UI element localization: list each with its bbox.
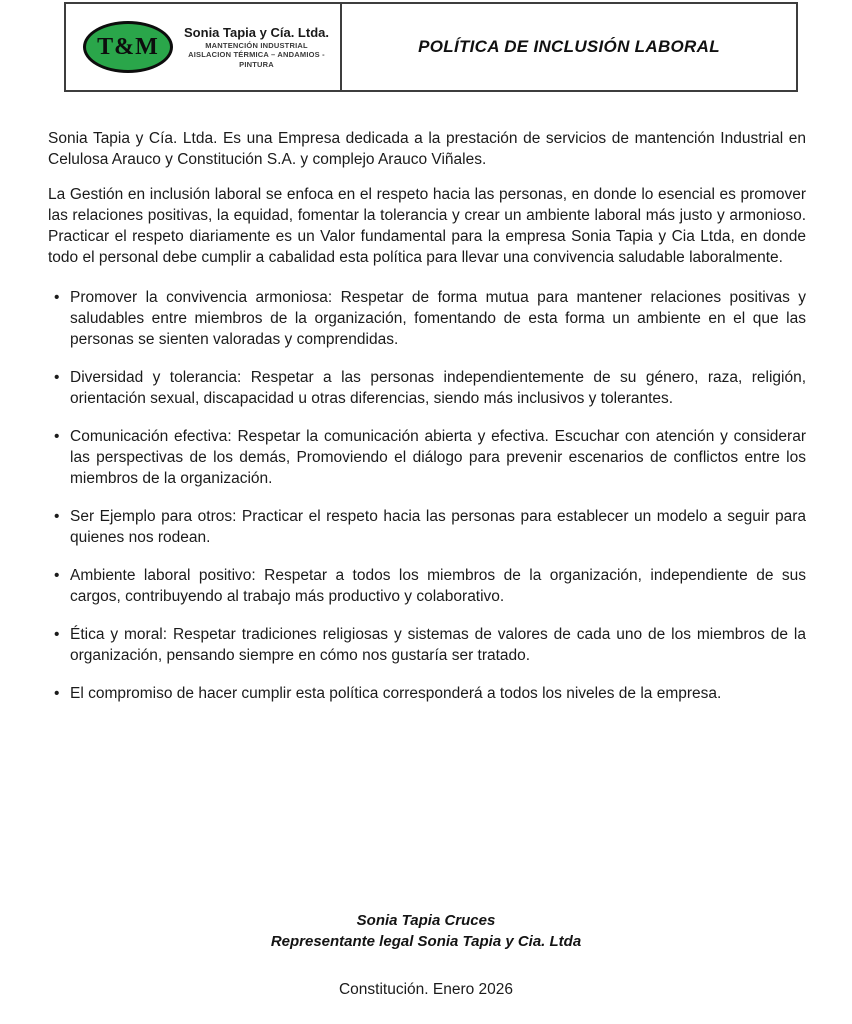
list-item-text: Ser Ejemplo para otros: Practicar el respeto hacia las personas para establecer un modelo a seguir para quienes nos rodean. — [70, 508, 806, 546]
signature-name: Sonia Tapia Cruces — [356, 912, 496, 929]
list-item — [48, 426, 806, 489]
logo-text: T&M — [97, 33, 159, 60]
signature-block — [0, 910, 852, 952]
list-item-text: Promover la convivencia armoniosa: Respetar de forma mutua para mantener relaciones positivas y saludables entre miembros de la organización, fomentando de esta forma un ambiente en el que las personas se sienten valoradas y comprendidas. — [70, 289, 806, 348]
list-item-text: El compromiso de hacer cumplir esta política corresponderá a todos los niveles de la empresa. — [70, 685, 722, 702]
place-date: Constitución. Enero 2026 — [338, 981, 514, 998]
list-item-text: Ambiente laboral positivo: Respetar a todos los miembros de la organización, independiente de sus cargos, contribuyendo al trabajo más productivo y colaborativo. — [70, 567, 806, 605]
document-body — [48, 128, 806, 721]
company-name: Sonia Tapia y Cía. Ltda. — [184, 24, 329, 40]
list-item-text: Diversidad y tolerancia: Respetar a las personas independientemente de su género, raza, religión, orientación sexual, discapacidad u otras diferencias, siendo más inclusivos y tolerantes. — [70, 369, 806, 407]
company-subtitle-2: AISLACION TÉRMICA – ANDAMIOS - PINTURA — [188, 50, 325, 69]
bullet-icon: • — [54, 428, 60, 445]
header-company-cell — [66, 4, 342, 90]
bullet-icon: • — [54, 369, 60, 386]
list-item — [48, 287, 806, 350]
policy-bullet-list — [48, 287, 806, 704]
company-info — [173, 25, 340, 69]
bullet-icon: • — [54, 626, 60, 643]
list-item — [48, 624, 806, 666]
company-subtitle-1: MANTENCIÓN INDUSTRIAL — [205, 41, 308, 51]
list-item — [48, 683, 806, 704]
document-title: POLÍTICA DE INCLUSIÓN LABORAL — [418, 37, 720, 56]
list-item — [48, 367, 806, 409]
header-title-cell — [342, 4, 796, 90]
list-item-text: Ética y moral: Respetar tradiciones religiosas y sistemas de valores de cada uno de los miembros de la organización, pensando siempre en cómo nos gustaría ser tratado. — [70, 626, 806, 664]
list-item-text: Comunicación efectiva: Respetar la comunicación abierta y efectiva. Escuchar con atención y considerar las perspectivas de los demás, Promoviendo el diálogo para prevenir escenarios de conflictos entre los miembros de la organización. — [70, 428, 806, 487]
bullet-icon: • — [54, 567, 60, 584]
bullet-icon: • — [54, 289, 60, 306]
paragraph-policy: La Gestión en inclusión laboral se enfoca en el respeto hacia las personas, en donde lo esencial es promover las relaciones positivas, la equidad, fomentar la tolerancia y crear un ambiente laboral más justo y armonioso. Practicar el respeto diariamente es un Valor fundamental para la empresa Sonia Tapia y Cia Ltda, en donde todo el personal debe cumplir a cabalidad esta política para llevar una convivencia saludable laboralmente. — [48, 186, 806, 266]
list-item — [48, 565, 806, 607]
list-item — [48, 506, 806, 548]
paragraph-intro: Sonia Tapia y Cía. Ltda. Es una Empresa dedicada a la prestación de servicios de mantención Industrial en Celulosa Arauco y Constitución S.A. y complejo Arauco Viñales. — [48, 130, 806, 168]
document-header — [64, 2, 798, 92]
signature-role: Representante legal Sonia Tapia y Cia. Ltda — [270, 933, 582, 950]
bullet-icon: • — [54, 685, 60, 702]
company-logo — [83, 21, 173, 73]
bullet-icon: • — [54, 508, 60, 525]
